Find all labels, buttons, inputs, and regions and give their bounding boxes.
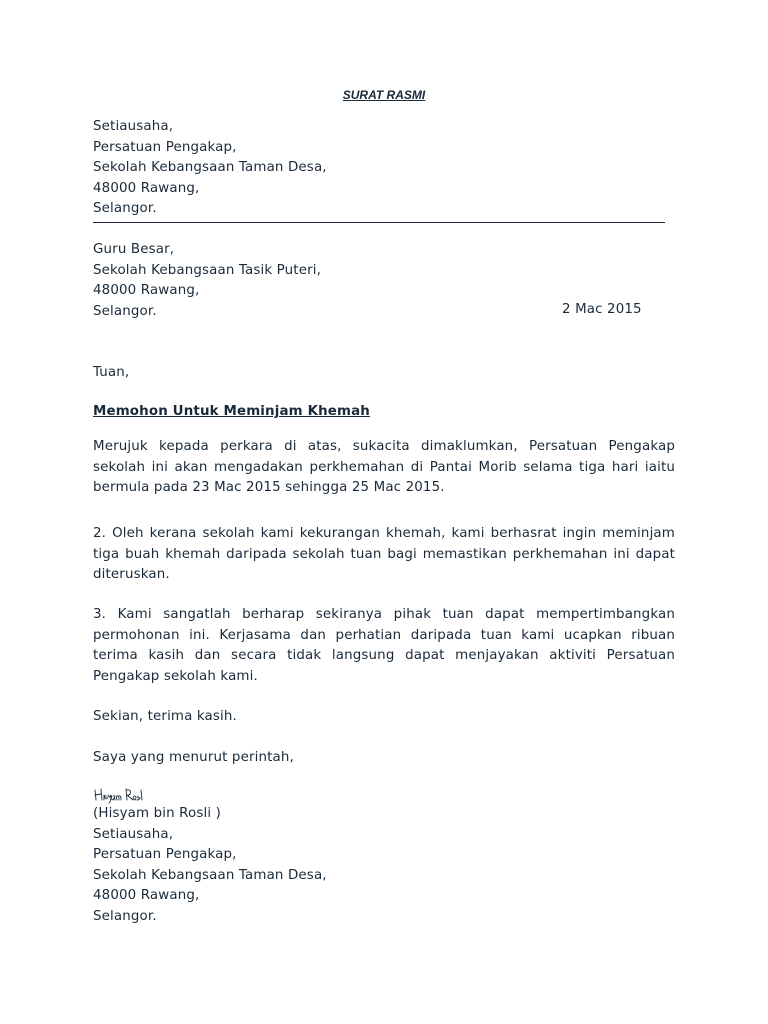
signer-line: Setiausaha, xyxy=(93,826,174,842)
recipient-line: Sekolah Kebangsaan Tasik Puteri, xyxy=(93,262,322,278)
sender-address xyxy=(93,117,327,220)
letter-subject: Memohon Untuk Meminjam Khemah xyxy=(93,404,370,419)
letter-page xyxy=(93,0,675,1024)
signer-line: Persatuan Pengakap, xyxy=(93,847,237,862)
letter-date: 2 Mac 2015 xyxy=(562,302,642,317)
recipient-line: 48000 Rawang, xyxy=(93,283,200,298)
sender-line: Persatuan Pengakap, xyxy=(93,139,237,155)
closing-line: Sekian, terima kasih. xyxy=(93,709,237,724)
recipient-line: Selangor. xyxy=(93,303,157,319)
sender-line: Setiausaha, xyxy=(93,119,174,134)
salutation: Tuan, xyxy=(93,365,130,380)
handwritten-signature xyxy=(93,786,155,804)
signer-line: Selangor. xyxy=(93,908,157,924)
body-paragraph: 2. Oleh kerana sekolah kami kekurangan khemah, kami berhasrat ingin meminjam tiga buah khemah daripada sekolah tuan bagi memastikan perkhemahan ini dapat diteruskan. xyxy=(93,526,675,582)
respect-line: Saya yang menurut perintah, xyxy=(93,750,294,765)
sender-line: 48000 Rawang, xyxy=(93,180,200,196)
signer-line: Sekolah Kebangsaan Taman Desa, xyxy=(93,867,327,883)
body-paragraph: 3. Kami sangatlah berharap sekiranya pihak tuan dapat mempertimbangkan permohonan ini. Kerjasama dan perhatian daripada tuan kami ucapkan ribuan terima kasih dan secara tidak langsung dapat menjayakan aktiviti Persatuan Pengakap sekolah kami. xyxy=(93,607,675,684)
signer-block xyxy=(93,804,327,927)
sender-line: Sekolah Kebangsaan Taman Desa, xyxy=(93,160,327,175)
signer-line: 48000 Rawang, xyxy=(93,888,200,903)
signature-scribble xyxy=(93,786,155,804)
letter-title: SURAT RASMI xyxy=(342,88,426,102)
sender-line: Selangor. xyxy=(93,201,157,216)
recipient-line: Guru Besar, xyxy=(93,242,175,257)
signer-name: (Hisyam bin Rosli ) xyxy=(93,806,222,821)
address-divider xyxy=(93,222,665,223)
body-paragraph: Merujuk kepada perkara di atas, sukacita dimaklumkan, Persatuan Pengakap sekolah ini akan mengadakan perkhemahan di Pantai Morib selama tiga hari iaitu bermula pada 23 Mac 2015 sehingga 25 Mac 2015. xyxy=(93,439,675,495)
